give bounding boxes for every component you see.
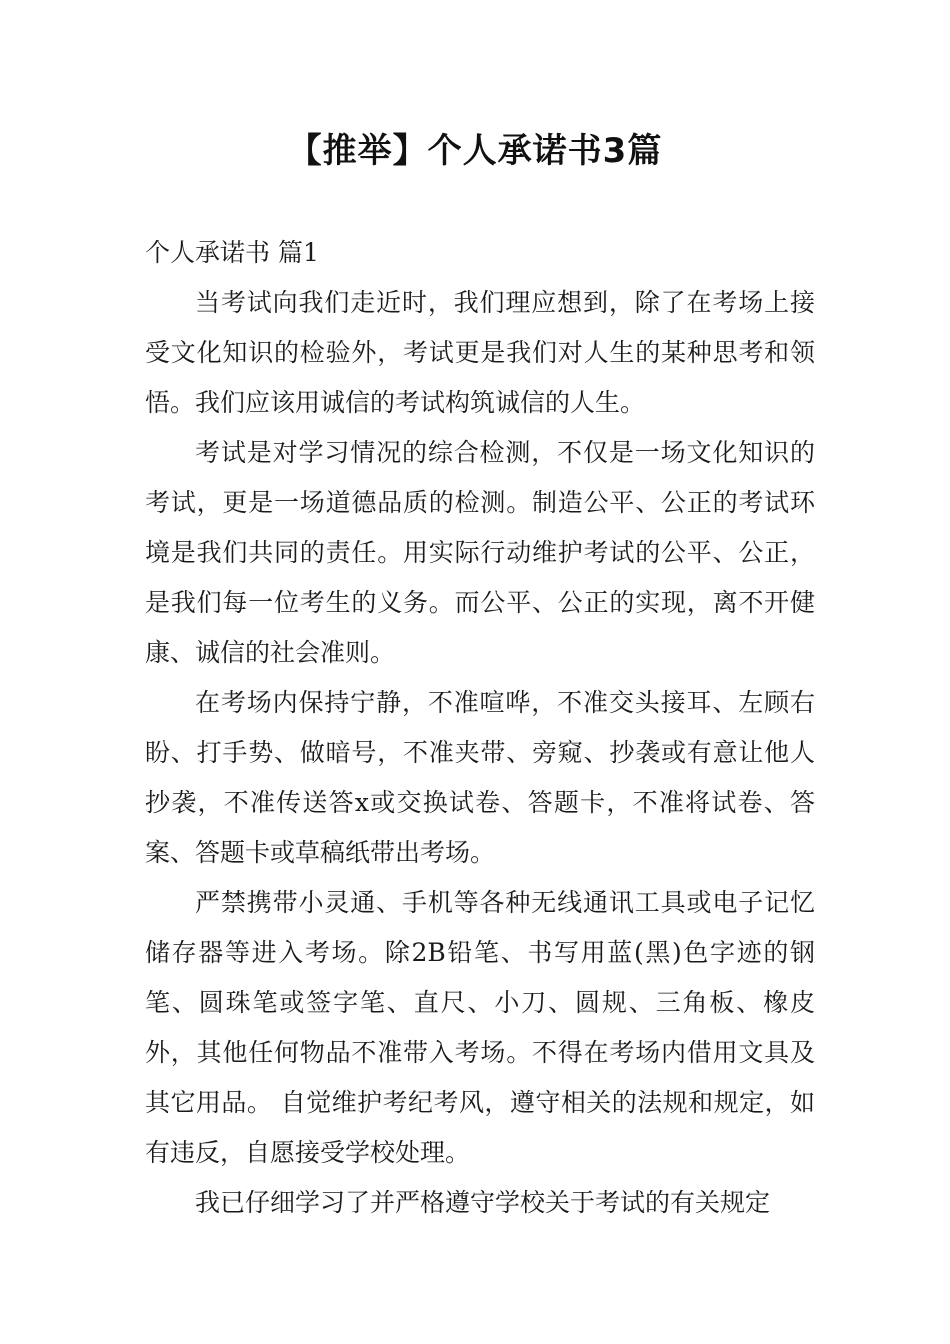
- paragraph-5: 我已仔细学习了并严格遵守学校关于考试的有关规定: [195, 1188, 771, 1217]
- document-body: [145, 228, 815, 1228]
- section-heading: 个人承诺书 篇1: [145, 238, 319, 267]
- paragraph-3: 在考场内保持宁静，不准喧哗，不准交头接耳、左顾右盼、打手势、做暗号，不准夹带、旁窥、抄袭或有意让他人抄袭，不准传送答x或交换试卷、答题卡，不准将试卷、答案、答题卡或草稿纸带出考场。: [145, 688, 815, 867]
- paragraph-2: 考试是对学习情况的综合检测，不仅是一场文化知识的考试，更是一场道德品质的检测。制造公平、公正的考试环境是我们共同的责任。用实际行动维护考试的公平、公正，是我们每一位考生的义务。而公平、公正的实现，离不开健康、诚信的社会准则。: [145, 438, 815, 667]
- document-title: 【推举】个人承诺书3篇: [287, 131, 663, 171]
- paragraph-1: 当考试向我们走近时，我们理应想到，除了在考场上接受文化知识的检验外，考试更是我们对人生的某种思考和领悟。我们应该用诚信的考试构筑诚信的人生。: [145, 288, 815, 417]
- paragraph-4: 严禁携带小灵通、手机等各种无线通讯工具或电子记忆储存器等进入考场。除2B铅笔、书写用蓝(黑)色字迹的钢笔、圆珠笔或签字笔、直尺、小刀、圆规、三角板、橡皮外，其他任何物品不准带入考场。不得在考场内借用文具及其它用品。 自觉维护考纪考风，遵守相关的法规和规定，如有违反，自愿接受学校处理。: [145, 888, 815, 1167]
